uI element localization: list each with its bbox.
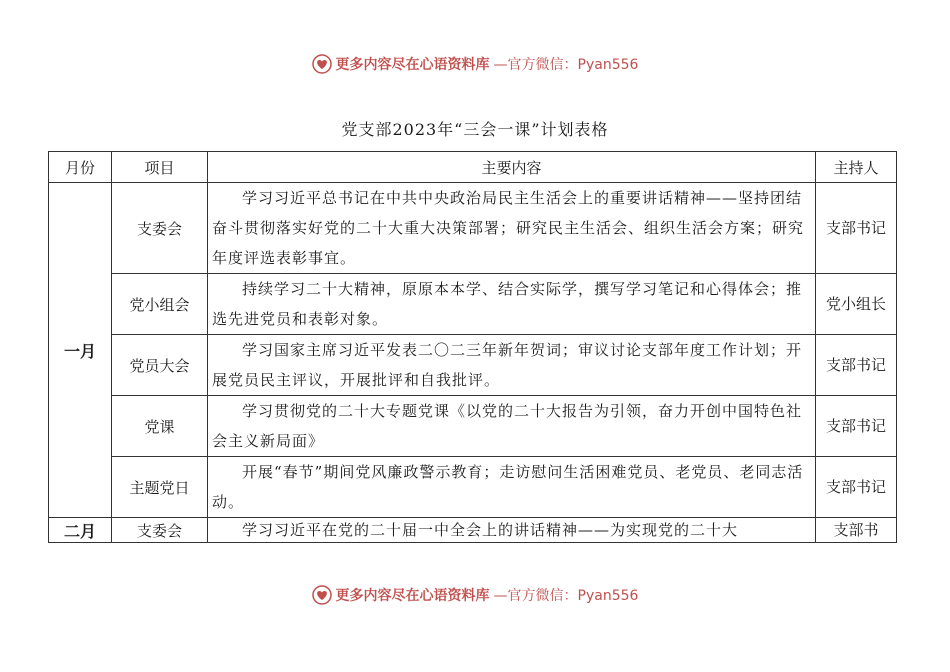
item-cell: 主题党日 (112, 457, 208, 518)
table-header-row (49, 152, 897, 183)
header-month: 月份 (49, 152, 112, 183)
watermark-wechat-text: —官方微信：Pyan556 (493, 588, 639, 604)
content-cell: 学习习近平在党的二十届一中全会上的讲话精神——为实现党的二十大 (208, 518, 816, 543)
header-host: 主持人 (816, 152, 897, 183)
host-cell: 支部书记 (816, 335, 897, 396)
host-cell: 支部书记 (816, 457, 897, 518)
content-cell: 持续学习二十大精神，原原本本学、结合实际学，撰写学习笔记和心得体会；推选先进党员和表彰对象。 (208, 274, 816, 335)
table-row (49, 274, 897, 335)
watermark-top (0, 54, 950, 74)
item-cell: 党员大会 (112, 335, 208, 396)
host-cell: 支部书记 (816, 183, 897, 274)
content-cell: 学习国家主席习近平发表二〇二三年新年贺词；审议讨论支部年度工作计划；开展党员民主评议，开展批评和自我批评。 (208, 335, 816, 396)
content-cell: 学习习近平总书记在中共中央政治局民主生活会上的重要讲话精神——坚持团结奋斗贯彻落实好党的二十大重大决策部署；研究民主生活会、组织生活会方案；研究年度评选表彰事宜。 (208, 183, 816, 274)
item-cell: 支委会 (112, 183, 208, 274)
watermark-wechat-text: —官方微信：Pyan556 (493, 57, 639, 73)
heart-logo-icon (312, 585, 332, 605)
content-cell: 学习贯彻党的二十大专题党课《以党的二十大报告为引领，奋力开创中国特色社会主义新局面》 (208, 396, 816, 457)
table-row (49, 335, 897, 396)
table-row (49, 518, 897, 543)
month-cell-january: 一月 (49, 183, 112, 518)
content-cell: 开展“春节”期间党风廉政警示教育；走访慰问生活困难党员、老党员、老同志活动。 (208, 457, 816, 518)
watermark-main-text: 更多内容尽在心语资料库 (335, 57, 490, 73)
host-cell: 支部书记 (816, 396, 897, 457)
heart-logo-icon (312, 54, 332, 74)
month-cell-february: 二月 (49, 518, 112, 543)
document-title: 党支部2023年“三会一课”计划表格 (341, 120, 609, 139)
table-row (49, 457, 897, 518)
header-content: 主要内容 (208, 152, 816, 183)
item-cell: 支委会 (112, 518, 208, 543)
host-cell: 党小组长 (816, 274, 897, 335)
host-cell: 支部书 (816, 518, 897, 543)
item-cell: 党小组会 (112, 274, 208, 335)
item-cell: 党课 (112, 396, 208, 457)
watermark-main-text: 更多内容尽在心语资料库 (335, 588, 490, 604)
plan-table (48, 151, 897, 543)
table-row (49, 396, 897, 457)
watermark-bottom (0, 585, 950, 605)
header-item: 项目 (112, 152, 208, 183)
table-row (49, 183, 897, 274)
